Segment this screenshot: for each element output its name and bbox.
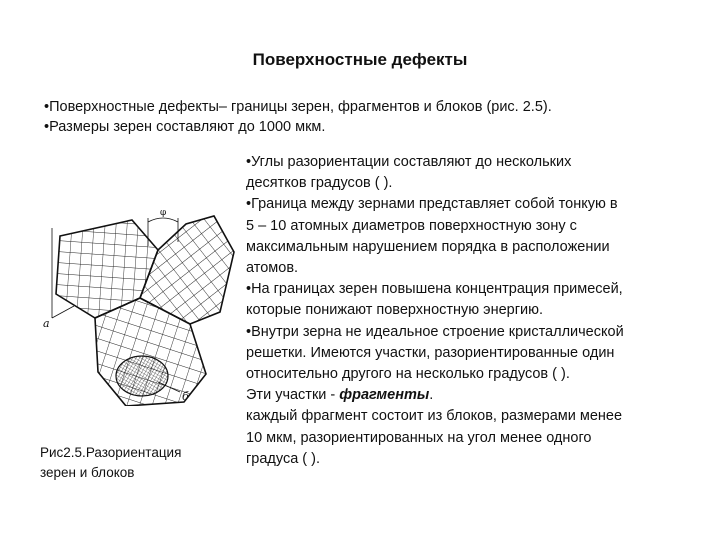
caption-line: Рис2.5.Разориентация [40,445,182,460]
b-label: б [182,390,189,403]
a-label: a [43,317,50,330]
body-line: •Углы разориентации составляют до нескольких [246,154,572,170]
block-region [116,356,168,396]
page-title: Поверхностные дефекты [252,50,468,69]
intro-list [44,97,684,137]
body-text [246,152,686,470]
phi-label: φ [160,208,167,218]
body-line: каждый фрагмент состоит из блоков, размерами менее [246,408,623,425]
grain-diagram [40,206,235,406]
body-line [246,385,686,406]
figure-caption [40,443,220,483]
body-line: атомов. [246,260,299,277]
intro-item: •Поверхностные дефекты– границы зерен, фрагментов и блоков (рис. 2.5). [44,99,552,115]
body-line-suffix: . [429,387,434,404]
body-line: 10 мкм, разориентированных на угол менее одного [246,429,592,446]
body-line: 5 – 10 атомных диаметров поверхностную зону с [246,217,577,234]
body-line: •Внутри зерна не идеальное строение кристаллической [246,323,624,340]
body-line: •На границах зерен повышена концентрация примесей, [246,281,623,298]
body-line: максимальным нарушением порядка в расположении [246,238,610,255]
body-line: которые понижают поверхностную энергию. [246,302,544,319]
body-line: градуса ( ). [246,450,321,467]
body-line-prefix: Эти участки - [246,387,340,404]
body-line: •Граница между зернами представляет собой тонкую в [246,196,618,213]
body-line: решетки. Имеются участки, разориентированные один [246,344,615,361]
caption-line: зерен и блоков [40,465,135,480]
body-line: относительно другого на несколько градусов ( ). [246,366,570,383]
body-line: десятков градусов ( ). [246,175,393,192]
fragments-term: фрагменты [339,387,430,404]
intro-item: •Размеры зерен составляют до 1000 мкм. [44,119,326,135]
grain-misorientation-figure [40,206,235,406]
